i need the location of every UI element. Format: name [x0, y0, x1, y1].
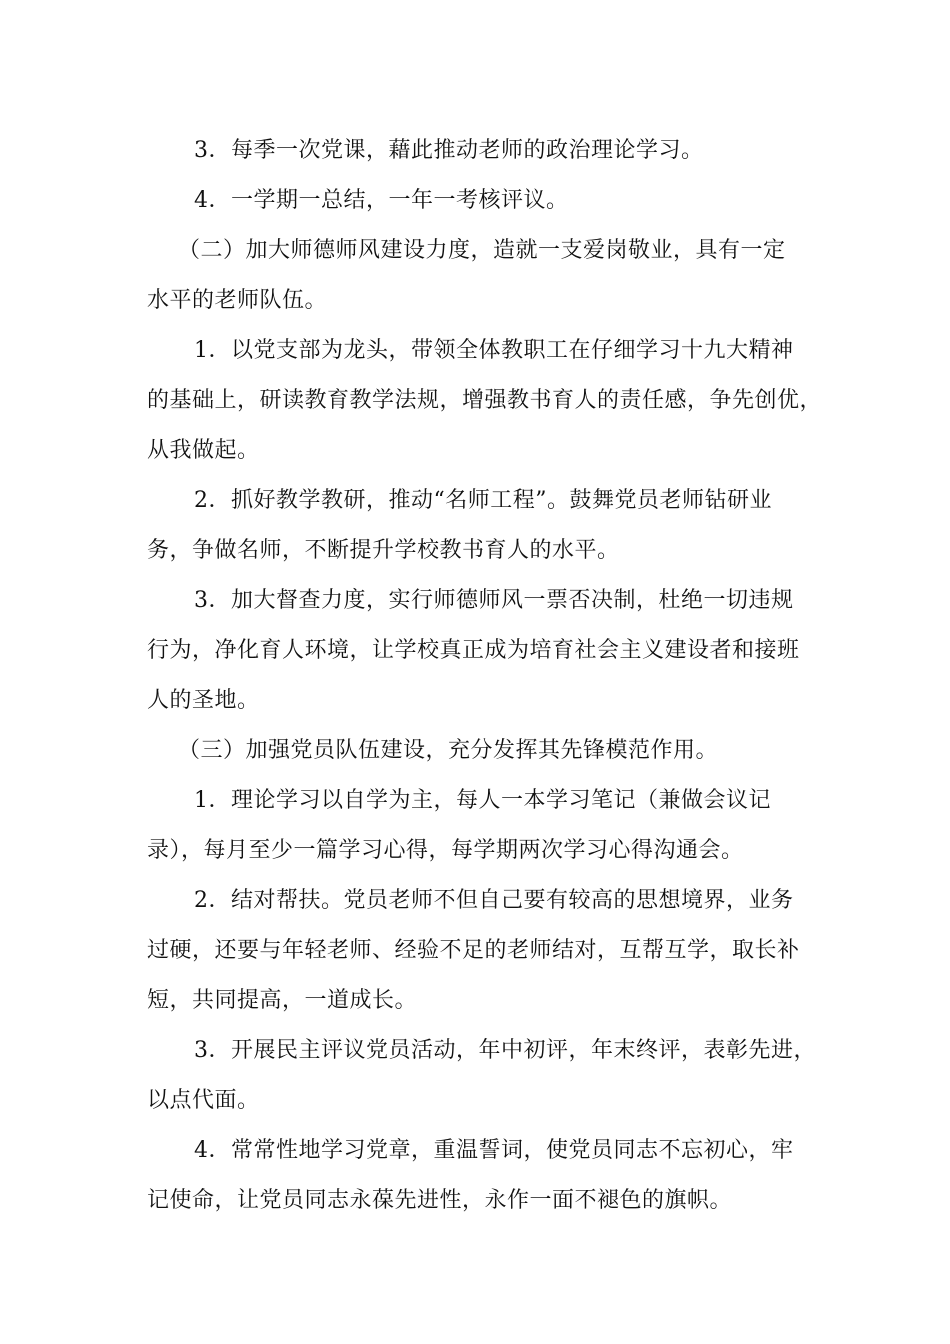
- paragraph-line: 以点代面。: [147, 1088, 260, 1113]
- paragraph-line: 人的圣地。: [147, 688, 260, 713]
- paragraph-line: 4．常常性地学习党章，重温誓词，使党员同志不忘初心，牢: [194, 1138, 794, 1163]
- paragraph-line: 行为，净化育人环境，让学校真正成为培育社会主义建设者和接班: [147, 638, 800, 663]
- paragraph-line: 4．一学期一总结，一年一考核评议。: [194, 188, 569, 213]
- paragraph-line: 短，共同提高，一道成长。: [147, 988, 418, 1013]
- paragraph-line: 1．以党支部为龙头，带领全体教职工在仔细学习十九大精神: [194, 338, 794, 363]
- section-heading-2: （二）加大师德师风建设力度，造就一支爱岗敬业，具有一定: [178, 238, 786, 263]
- paragraph-line: 记使命，让党员同志永葆先进性，永作一面不褪色的旗帜。: [147, 1188, 733, 1213]
- paragraph-line: 务，争做名师，不断提升学校教书育人的水平。: [147, 538, 620, 563]
- paragraph-line: 录），每月至少一篇学习心得，每学期两次学习心得沟通会。: [147, 838, 744, 863]
- paragraph-line: 1．理论学习以自学为主，每人一本学习笔记（兼做会议记: [194, 788, 771, 813]
- paragraph-line: 3．开展民主评议党员活动，年中初评，年末终评，表彰先进，: [194, 1038, 816, 1063]
- paragraph-line: 3．每季一次党课，藉此推动老师的政治理论学习。: [194, 138, 704, 163]
- paragraph-line: 3．加大督查力度，实行师德师风一票否决制，杜绝一切违规: [194, 588, 794, 613]
- section-heading-2-cont: 水平的老师队伍。: [147, 288, 328, 313]
- paragraph-line: 的基础上，研读教育教学法规，增强教书育人的责任感，争先创优，: [147, 388, 823, 413]
- section-heading-3: （三）加强党员队伍建设，充分发挥其先锋模范作用。: [178, 738, 719, 763]
- paragraph-line: 2．结对帮扶。党员老师不但自己要有较高的思想境界，业务: [194, 888, 794, 913]
- paragraph-line: 2．抓好教学教研，推动“名师工程”。鼓舞党员老师钻研业: [194, 488, 772, 513]
- paragraph-line: 从我做起。: [147, 438, 260, 463]
- paragraph-line: 过硬，还要与年轻老师、经验不足的老师结对，互帮互学，取长补: [147, 938, 800, 963]
